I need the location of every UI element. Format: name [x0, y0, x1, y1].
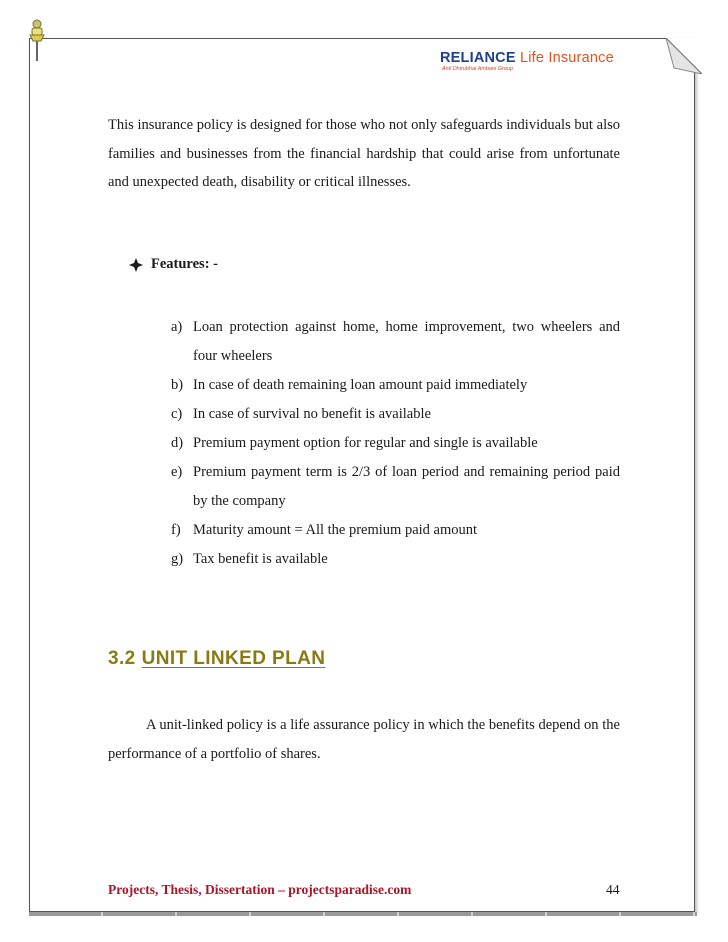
section-paragraph: A unit-linked policy is a life assurance policy in which the benefits depend on the performance of a portfolio of shares. [108, 717, 620, 762]
list-item [171, 458, 620, 516]
intro-paragraph: This insurance policy is designed for those who not only safeguards individuals but also families and businesses from the financial hardship that could arise from unfortunate and unexpected death, disability or critical illnesses. [108, 117, 620, 191]
list-item-letter: c) [171, 406, 183, 422]
list-item-text: Tax benefit is available [193, 551, 328, 567]
reliance-life-insurance-logo [440, 50, 620, 78]
footer-source: Projects, Thesis, Dissertation – projectsparadise.com [108, 882, 412, 897]
list-item-letter: g) [171, 551, 184, 567]
list-item [171, 516, 620, 545]
list-item-letter: e) [171, 464, 183, 480]
list-item-text: Maturity amount = All the premium paid amount [193, 522, 478, 538]
pushpin-icon [26, 18, 48, 62]
list-item [171, 371, 620, 400]
diamond-bullet-icon [129, 258, 143, 272]
section-title: UNIT LINKED PLAN [141, 648, 326, 669]
list-item-text: In case of death remaining loan amount paid immediately [193, 377, 528, 393]
section-number: 3.2 [108, 648, 136, 669]
list-item-text: In case of survival no benefit is available [193, 406, 431, 422]
logo-tail: Life Insurance [515, 50, 614, 66]
list-item [171, 400, 620, 429]
section-heading [108, 648, 325, 670]
list-item-letter: d) [171, 435, 184, 451]
list-item [171, 313, 620, 371]
list-item [171, 545, 620, 574]
page-number: 44 [606, 882, 620, 897]
features-heading: Features: - [151, 256, 218, 272]
features-heading-row [129, 256, 218, 273]
page-bottom-shadow [29, 912, 697, 916]
list-item-letter: f) [171, 522, 181, 538]
list-item-letter: b) [171, 377, 184, 393]
list-item-text: Premium payment term is 2/3 of loan period and remaining period paid by the company [193, 464, 620, 509]
list-item-letter: a) [171, 319, 183, 335]
features-list [171, 313, 620, 574]
page-curl-icon [666, 38, 702, 74]
logo-brand: RELIANCE [440, 50, 516, 66]
list-item-text: Premium payment option for regular and single is available [193, 435, 538, 451]
logo-tagline: Anil Dhirubhai Ambani Group [442, 66, 514, 72]
list-item [171, 429, 620, 458]
list-item-text: Loan protection against home, home improvement, two wheelers and four wheelers [193, 319, 620, 364]
